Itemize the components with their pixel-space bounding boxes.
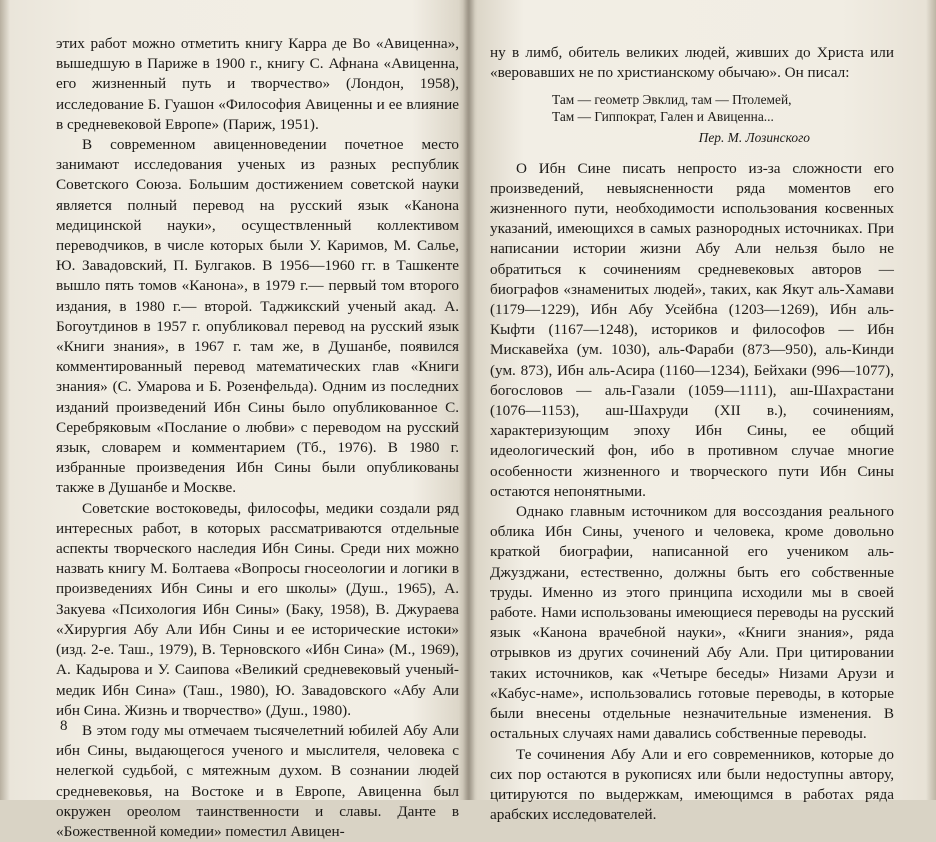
- right-paragraph-1: О Ибн Сине писать непросто из-за сложности его произведений, невыясненности ряда моментов его жизненного пути, необходимости использования косвенных указаний, имеющихся в самых разнородных источниках. При написании истории жизни Абу Али нельзя было не обратиться к сочинениям средневековых авторов — биографов «знаменитых людей», таких, как Якут аль-Хамави (1179—1229), Ибн Абу Усейбна (1203—1269), Ибн аль-Кыфти (1167—1248), историков и философов — Ибн Мискавейха (ум. 1030), аль-Фараби (873—950), аль-Кинди (ум. 873), Ибн аль-Асира (1160—1234), Бейхаки (996—1077), богословов — аль-Газали (1059—1111), аш-Шахрастани (1076—1153), аш-Шахруди (XII в.), сочинениям, характеризующим эпоху Ибн Сины, ее общий идеологический фон, ибо в противном случае многие особенности жизненного и творческого пути Ибн Сины остаются непонятными.: [490, 159, 894, 500]
- right-page: [490, 43, 894, 825]
- left-paragraph-4: В этом году мы отмечаем тысячелетний юбилей Абу Али ибн Сины, выдающегося ученого и мыслителя, человека с нелегкой судьбой, с мятежным духом. В сознании людей средневековья, на Востоке и в Европе, Авиценна был окружен ореолом таинственности и славы. Данте в «Божественной комедии» поместил Авицен-: [56, 721, 459, 840]
- right-page-edge: [926, 0, 936, 800]
- left-paragraph-2: В современном авиценноведении почетное место занимают исследования ученых из разных республик Советского Союза. Большим достижением советской науки является полный перевод на русский язык «Канона медицинской науки», осуществленный коллективом переводчиков, в числе которых были У. Каримов, М. Салье, Ю. Завадовский, П. Булгаков. В 1956—1960 гг. в Ташкенте вышло пять томов «Канона», в 1979 г.— первый том второго издания, в 1980 г.— второй. Таджикский ученый акад. А. Богоутдинов в 1957 г. опубликовал перевод на русский язык «Книги знания», в 1967 г. там же, в Душанбе, появился комментированный перевод математических глав «Книги знания» (С. Умарова и Б. Розенфельда). Одним из последних изданий произведений Ибн Сины было опубликованное С. Серебряковым «Послание о любви» с переводом на русский язык, словарем и комментарием (Тб., 1976). В 1980 г. избранные произведения Ибн Сины были опубликованы также в Душанбе и Москве.: [56, 136, 459, 497]
- verse-line: Там — геометр Эвклид, там — Птолемей,: [552, 92, 792, 108]
- left-paragraph-1: этих работ можно отметить книгу Карра де Во «Авиценна», вышедшую в Париже в 1900 г., книгу С. Афнана «Авиценна, его жизненный путь и творчество» (Лондон, 1958), исследование Б. Гуашон «Философия Авиценны и ее влияние в средневековой Европе» (Париж, 1951).: [56, 35, 459, 133]
- left-paragraph-3: Советские востоковеды, философы, медики создали ряд интересных работ, в которых рассматриваются отдельные аспекты творческого наследия Ибн Сины. Среди них можно назвать книгу М. Болтаева «Вопросы гносеологии и логики в произведениях Ибн Сины и его школы» (Душ., 1965), А. Закуева «Психология Ибн Сины» (Баку, 1958), В. Джураева «Хирургия Абу Али Ибн Сины и ее исторические истоки» (изд. 2-е. Таш., 1979), В. Терновского «Ибн Сина» (М., 1969), А. Кадырова и У. Саипова «Великий средневековый ученый-медик Ибн Сина» (Таш., 1980), Ю. Завадовского «Абу Али ибн Сина. Жизнь и творчество» (Душ., 1980).: [56, 499, 459, 719]
- right-opening-paragraph: ну в лимб, обитель великих людей, живших до Христа или «веровавших не по христианскому обычаю». Он писал:: [490, 44, 894, 82]
- book-gutter: [463, 0, 475, 800]
- right-paragraph-2: Однако главным источником для воссоздания реального облика Ибн Сины, ученого и человека, кроме довольно краткой биографии, написанной его учеником аль-Джузджани, естественно, должны быть его собственные труды. Именно из этого принципа исходили мы в своей работе. Нами использованы имеющиеся переводы на русский язык «Канона врачебной науки», «Книги знания», ряда отрывков из других сочинений Абу Али. При цитировании таких источников, как «Четыре беседы» Низами Арузи и «Кабус-наме», использовались готовые переводы, в которые были внесены отдельные незначительные изменения. В остальных случаях нами давались собственные переводы.: [490, 503, 894, 743]
- verse-line: Там — Гиппократ, Гален и Авиценна...: [552, 109, 774, 125]
- page-number: 8: [60, 718, 68, 734]
- left-page: [56, 34, 459, 842]
- verse-quote: [552, 91, 894, 125]
- translator-credit: Пер. М. Лозинского: [698, 130, 810, 146]
- left-page-edge: [0, 0, 10, 800]
- right-paragraph-3: Те сочинения Абу Али и его современников, которые до сих пор остаются в рукописях или были недоступны автору, цитируются по выдержкам, имеющимся в работах ряда арабских исследователей.: [490, 745, 894, 824]
